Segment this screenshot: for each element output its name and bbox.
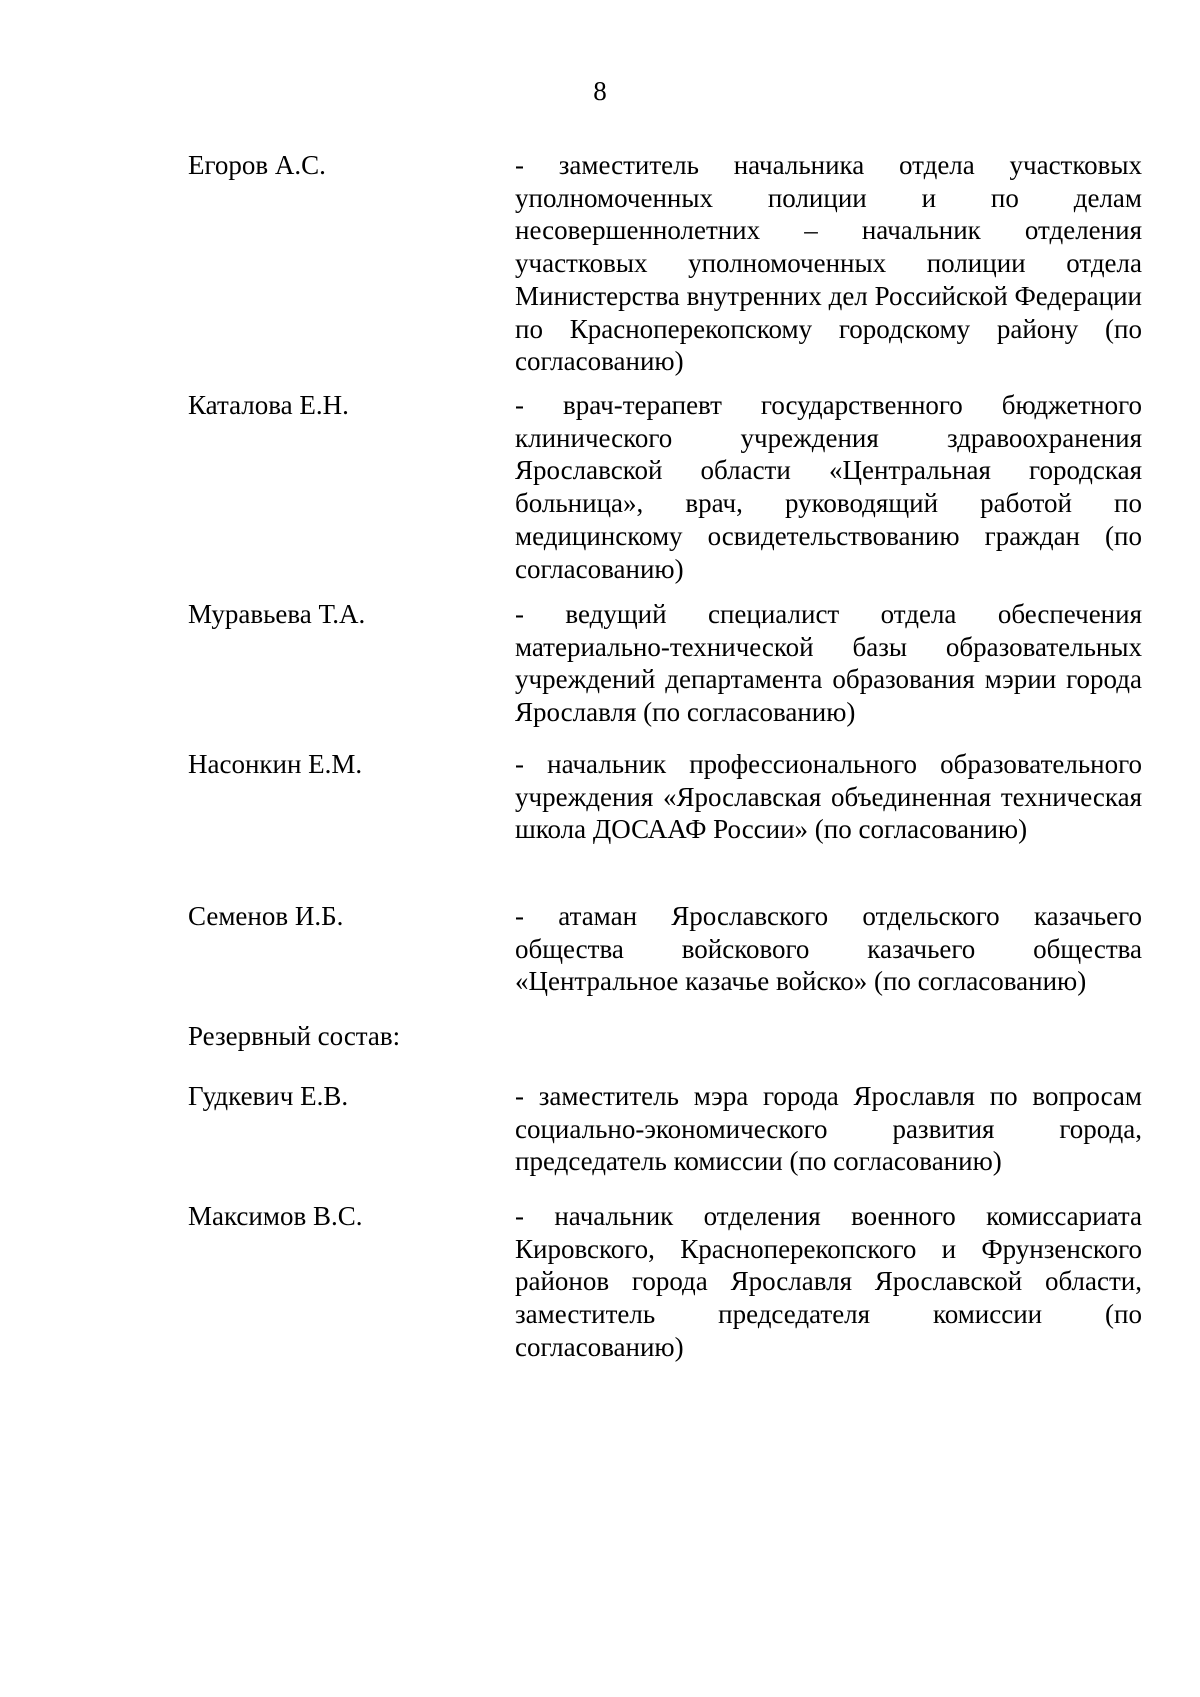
member-description: - начальник профессионального образовательного учреждения «Ярославская объединенная техническая школа ДОСААФ России» (по согласованию)	[515, 749, 1142, 845]
member-name: Насонкин Е.М.	[188, 749, 363, 779]
member-name: Егоров А.С.	[188, 150, 326, 180]
member-name: Каталова Е.Н.	[188, 390, 349, 420]
member-description: - заместитель мэра города Ярославля по вопросам социально-экономического развития города, председатель комиссии (по согласованию)	[515, 1081, 1142, 1177]
member-name: Максимов В.С.	[188, 1201, 363, 1231]
reserve-heading: Резервный состав:	[188, 1021, 401, 1051]
page-number: 8	[593, 76, 607, 106]
member-description: - атаман Ярославского отдельского казачьего общества войскового казачьего общества «Центральное казачье войско» (по согласованию)	[515, 901, 1142, 997]
member-description: - врач-терапевт государственного бюджетного клинического учреждения здравоохранения Ярославской области «Центральная городская больница», врач, руководящий работой по медицинскому освидетельствованию граждан (по согласованию)	[515, 390, 1142, 584]
member-name: Гудкевич Е.В.	[188, 1081, 349, 1111]
member-description: - заместитель начальника отдела участковых уполномоченных полиции и по делам несовершеннолетних – начальник отделения участковых уполномоченных полиции отдела Министерства внутренних дел Российской Федерации по Красноперекопскому городскому району (по согласованию)	[515, 150, 1142, 377]
member-description: - начальник отделения военного комиссариата Кировского, Красноперекопского и Фрунзенского районов города Ярославля Ярославской области, заместитель председателя комиссии (по согласованию)	[515, 1201, 1142, 1362]
member-name: Семенов И.Б.	[188, 901, 344, 931]
member-description: - ведущий специалист отдела обеспечения материально-технической базы образовательных учреждений департамента образования мэрии города Ярославля (по согласованию)	[515, 599, 1142, 728]
member-name: Муравьева Т.А.	[188, 599, 366, 629]
